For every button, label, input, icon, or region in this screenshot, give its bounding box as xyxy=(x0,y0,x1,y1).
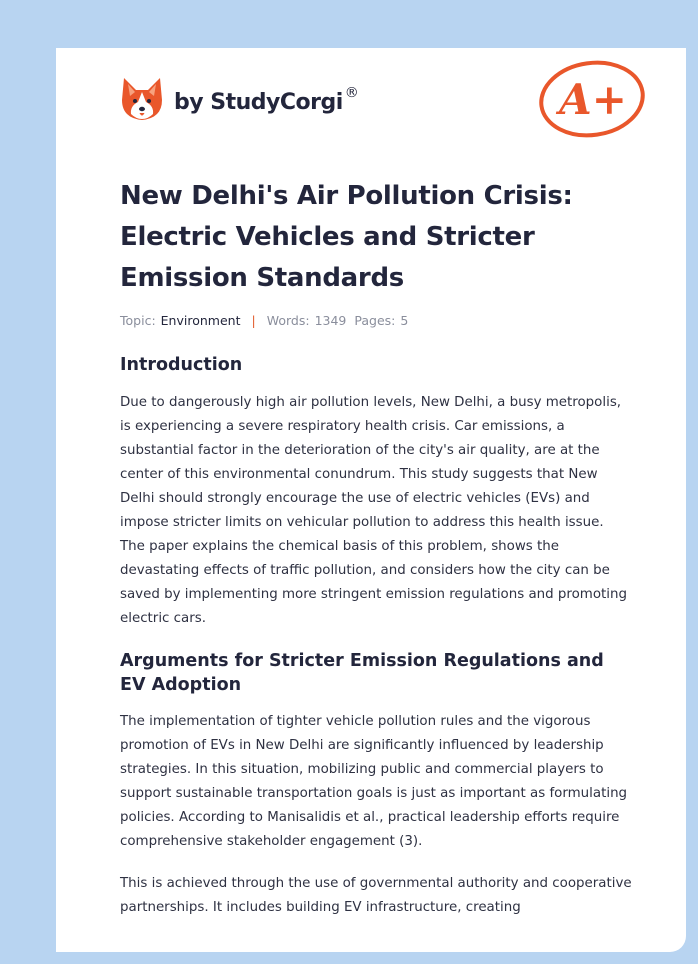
arguments-paragraph-1: The implementation of tighter vehicle pollution rules and the vigorous promotion of EVs in New Delhi are significantly influenced by leadership strategies. In this situation, mobilizing public and commercial players to support sustainable transportation goals is just as important as formulating policies. According to Manisalidis et al., practical leadership efforts require comprehensive stakeholder engagement (3). xyxy=(120,714,628,849)
words-count: 1349 xyxy=(314,313,347,328)
pages-label: Pages: xyxy=(354,313,396,328)
topic-link[interactable]: Environment xyxy=(160,313,241,328)
document-meta xyxy=(120,313,632,328)
brand-name: by StudyCorgi ® xyxy=(174,84,359,115)
introduction-paragraph: Due to dangerously high air pollution levels, New Delhi, a busy metropolis, is experiencing a severe respiratory health crisis. Car emissions, a substantial factor in the deterioration of the city's air quality, are at the center of this environmental conundrum. This study suggests that New Delhi should strongly encourage the use of electric vehicles (EVs) and impose stricter limits on vehicular pollution to address this health issue. The paper explains the chemical basis of this problem, shows the devastating effects of traffic pollution, and considers how the city can be saved by implementing more stringent emission regulations and promoting electric cars. xyxy=(120,395,628,626)
section-heading-introduction: Introduction xyxy=(120,355,243,375)
document-page xyxy=(56,48,686,952)
meta-separator: | xyxy=(251,313,256,328)
page-header xyxy=(56,48,686,158)
section-heading-arguments: Arguments for Stricter Emission Regulations and EV Adoption xyxy=(120,651,604,695)
pages-count: 5 xyxy=(400,313,409,328)
document-title: New Delhi's Air Pollution Crisis: Electric Vehicles and Stricter Emission Standards xyxy=(120,181,573,293)
topic-label: Topic: xyxy=(120,313,156,328)
arguments-paragraph-2: This is achieved through the use of governmental authority and cooperative partnerships. It includes building EV infrastructure, creating xyxy=(120,876,632,915)
grade-text: A+ xyxy=(559,75,627,124)
studycorgi-logo[interactable] xyxy=(120,74,358,124)
registered-mark: ® xyxy=(344,84,359,101)
words-label: Words: xyxy=(266,313,310,328)
grade-badge-icon xyxy=(536,58,650,140)
document-content xyxy=(120,176,632,920)
corgi-logo-icon xyxy=(120,76,164,122)
